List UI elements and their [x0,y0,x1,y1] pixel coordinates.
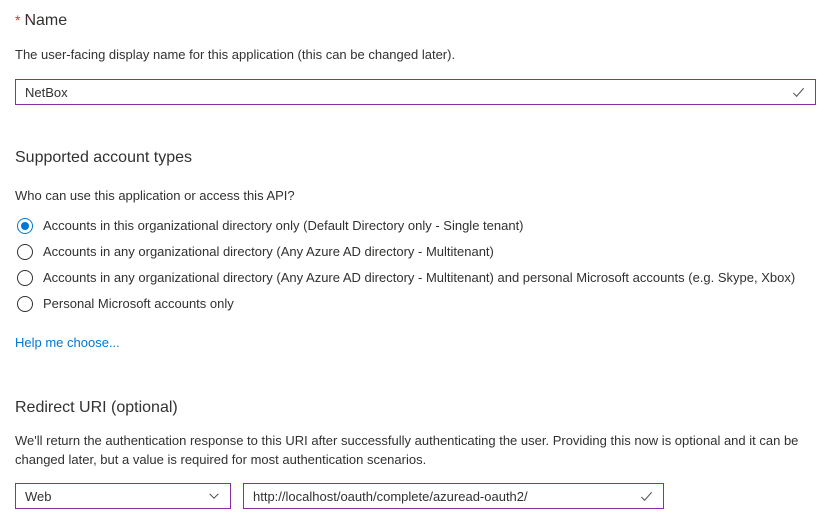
radio-option[interactable] [15,265,829,291]
redirect-uri-input[interactable] [253,489,639,504]
valid-checkmark-icon [639,489,654,504]
help-me-choose-link[interactable]: Help me choose... [15,335,120,350]
name-input[interactable] [25,85,791,100]
required-asterisk: * [15,12,21,28]
chevron-down-icon [207,489,221,503]
radio-button[interactable] [17,270,33,286]
account-types-radio-group [15,213,829,317]
radio-option[interactable] [15,291,829,317]
radio-button[interactable] [17,244,33,260]
redirect-uri-heading: Redirect URI (optional) [15,399,178,416]
name-section-title: Name [24,12,68,29]
redirect-uri-row [15,483,829,509]
platform-select[interactable] [15,483,231,509]
radio-option[interactable] [15,213,829,239]
account-types-heading: Supported account types [15,149,193,166]
uri-field-container [243,483,664,509]
radio-option-label: Accounts in this organizational directory only (Default Directory only - Single tenant) [43,218,524,233]
platform-select-value: Web [25,488,52,504]
name-description: The user-facing display name for this application (this can be changed later). [15,47,456,62]
valid-checkmark-icon [791,85,806,100]
radio-button[interactable] [17,218,33,234]
radio-option-label: Accounts in any organizational directory (Any Azure AD directory - Multitenant) [43,244,494,259]
redirect-uri-description: We'll return the authentication response to this URI after successfully authenticating the user. Providing this now is optional and it can be changed later, but a value is required for most authentication scenarios. [15,433,799,467]
radio-option[interactable] [15,239,829,265]
name-field-container [15,79,816,105]
radio-button[interactable] [17,296,33,312]
radio-option-label: Accounts in any organizational directory (Any Azure AD directory - Multitenant) and personal Microsoft accounts (e.g. Skype, Xbox) [43,270,796,285]
radio-option-label: Personal Microsoft accounts only [43,296,234,311]
account-types-question: Who can use this application or access this API? [15,188,295,203]
name-section-heading [15,10,829,31]
